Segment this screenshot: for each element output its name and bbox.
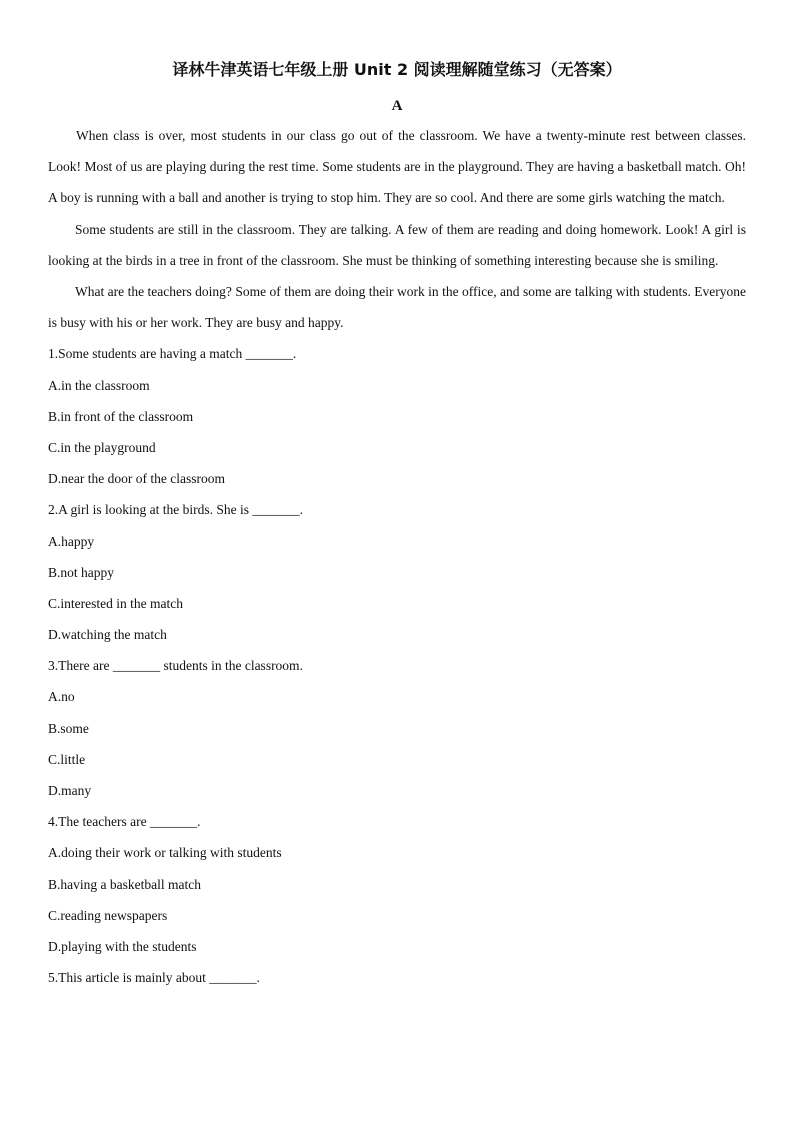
question-stem: 5.This article is mainly about _______.: [48, 970, 260, 986]
question-stem: 4.The teachers are _______.: [48, 814, 201, 830]
question-stem: 1.Some students are having a match _______.: [48, 346, 297, 362]
answer-option: C.interested in the match: [48, 595, 183, 611]
passage-paragraph: When class is over, most students in our class go out of the classroom. We have a twenty-minute rest between classes. Look! Most of us are playing during the rest time. Some students are in the playground. They are having a basketball match. Oh! A boy is running with a ball and another is trying to stop him. They are so cool. And there are some girls watching the match.: [48, 128, 746, 206]
page-title: 译林牛津英语七年级上册 Unit 2 阅读理解随堂练习（无答案）: [172, 60, 622, 79]
answer-option: D.many: [48, 783, 92, 799]
answer-option: D.playing with the students: [48, 938, 197, 954]
question-block: [48, 962, 746, 993]
answer-option: B.some: [48, 720, 89, 736]
answer-option: B.having a basketball match: [48, 876, 201, 892]
answer-option: C.reading newspapers: [48, 907, 168, 923]
answer-option: C.in the playground: [48, 439, 156, 455]
question-list: [48, 338, 746, 993]
answer-option: C.little: [48, 751, 86, 767]
answer-option: D.watching the match: [48, 627, 167, 643]
answer-option: A.no: [48, 689, 75, 705]
question-stem: 3.There are _______ students in the classroom.: [48, 658, 303, 674]
section-label: A: [391, 98, 403, 114]
worksheet-page: [48, 58, 746, 993]
answer-option: B.in front of the classroom: [48, 408, 194, 424]
question-stem: 2.A girl is looking at the birds. She is _______.: [48, 502, 303, 518]
answer-option: A.in the classroom: [48, 377, 150, 393]
answer-option: A.doing their work or talking with students: [48, 845, 282, 861]
question-block: [48, 338, 746, 494]
question-block: [48, 806, 746, 962]
answer-option: B.not happy: [48, 564, 114, 580]
passage-paragraph: What are the teachers doing? Some of them are doing their work in the office, and some are talking with students. Everyone is busy with his or her work. They are busy and happy.: [48, 284, 746, 331]
answer-option: A.happy: [48, 533, 95, 549]
passage-paragraph: Some students are still in the classroom. They are talking. A few of them are reading and doing homework. Look! A girl is looking at the birds in a tree in front of the classroom. She must be thinking of something interesting because she is smiling.: [48, 221, 746, 268]
answer-option: D.near the door of the classroom: [48, 471, 225, 487]
question-block: [48, 494, 746, 650]
question-block: [48, 650, 746, 806]
reading-passage: [48, 120, 746, 338]
